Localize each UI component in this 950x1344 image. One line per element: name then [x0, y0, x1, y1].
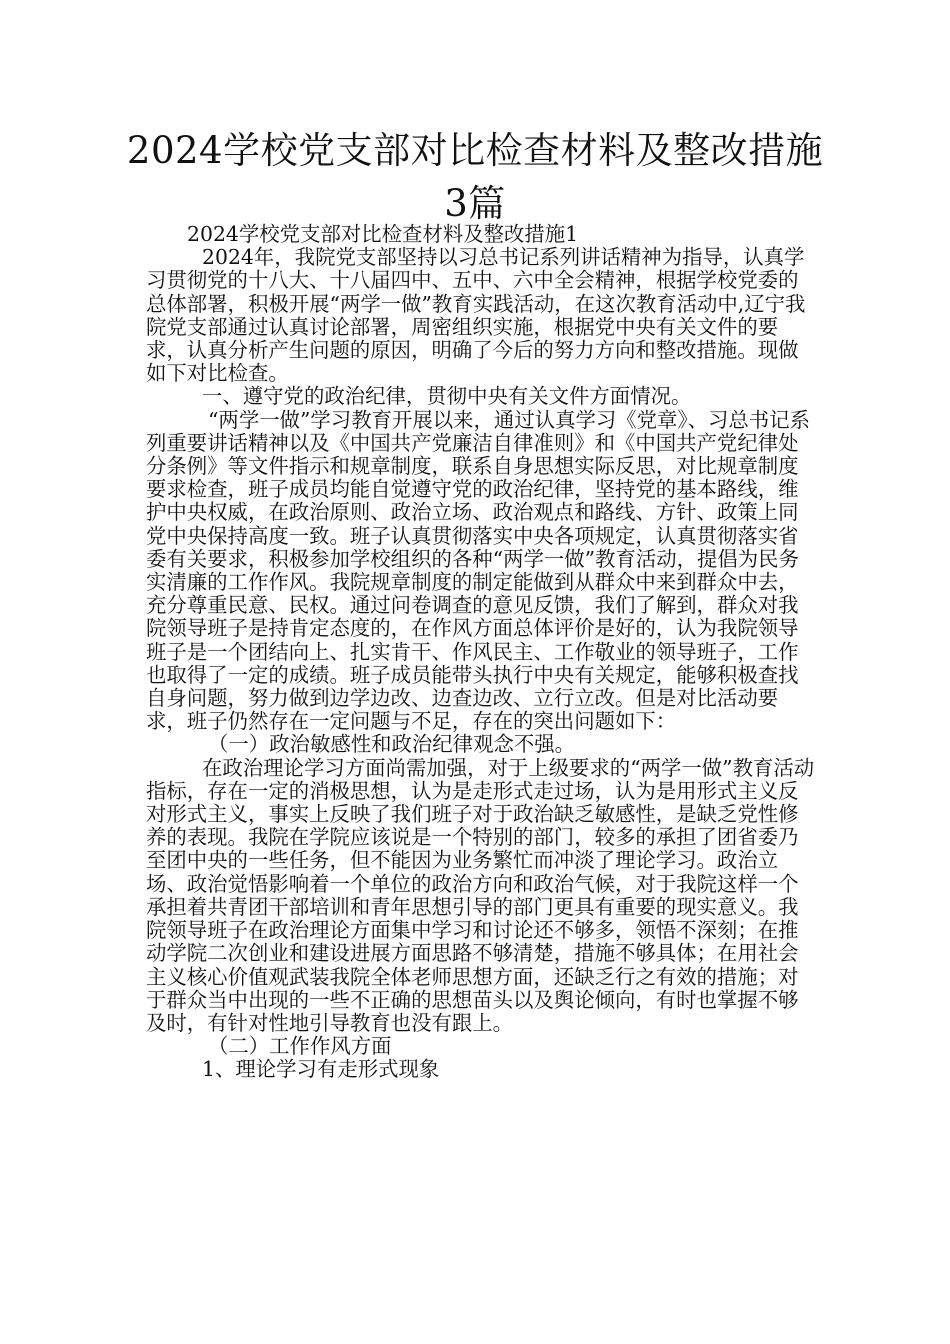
subsection-heading-1: （一）政治敏感性和政治纪律观念不强。 [208, 732, 576, 757]
section-heading-1: 一、遵守党的政治纪律，贯彻中央有关文件方面情况。 [202, 384, 692, 409]
intro-paragraph: 2024年，我院党支部坚持以习总书记系列讲话精神为指导，认真学习贯彻党的十八大、十八届四中、五中、六中全会精神，根据学校党委的总体部署，积极开展“两学一做”教育实践活动，在这次教育活动中,辽宁我院党支部通过认真讨论部署，周密组织实施，根据党中央有关文件的要求，认真分析产生问题的原因，明确了今后的努力方向和整改措施。现做如下对比检查。 [146, 245, 806, 386]
document-title-line-2: 3篇 [444, 182, 506, 225]
subtitle-paragraph: 2024学校党支部对比检查材料及整改措施1 [187, 222, 579, 246]
body-paragraph: 在政治理论学习方面尚需加强，对于上级要求的“两学一做”教育活动指标，存在一定的消极思想，认为是走形式走过场，认为是用形式主义反对形式主义，事实上反映了我们班子对于政治缺乏敏感性，是缺乏党性修养的表现。我院在学院应该说是一个特别的部门，较多的承担了团省委乃至团中央的一些任务，但不能因为业务繁忙而冲淡了理论学习。政治立场、政治觉悟影响着一个单位的政治方向和政治气候，对于我院这样一个承担着共青团干部培训和青年思想引导的部门更具有重要的现实意义。我院领导班子在政治理论方面集中学习和讨论还不够多，领悟不深刻；在推动学院二次创业和建设进展方面思路不够清楚，措施不够具体；在用社会主义核心价值观武装我院全体老师思想方面，还缺乏行之有效的措施；对于群众当中出现的一些不正确的思想苗头以及舆论倾向，有时也掌握不够及时，有针对性地引导教育也没有跟上。 [146, 755, 815, 1035]
list-item-heading: 1、理论学习有走形式现象 [202, 1057, 440, 1082]
subsection-heading-2: （二）工作作风方面 [208, 1034, 392, 1059]
document-body [146, 223, 818, 1082]
body-paragraph: “两学一做”学习教育开展以来，通过认真学习《党章》、习总书记系列重要讲话精神以及《中国共产党廉洁自律准则》和《中国共产党纪律处分条例》等文件指示和规章制度，联系自身思想实际反思，对比规章制度要求检查，班子成员均能自觉遵守党的政治纪律，坚持党的基本路线，维护中央权威，在政治原则、政治立场、政治观点和路线、方针、政策上同党中央保持高度一致。班子认真贯彻落实中央各项规定，认真贯彻落实省委有关要求，积极参加学校组织的各种“两学一做”教育活动，提倡为民务实清廉的工作作风。我院规章制度的制定能做到从群众中来到群众中去，充分尊重民意、民权。通过问卷调查的意见反馈，我们了解到，群众对我院领导班子是持肯定态度的，在作风方面总体评价是好的，认为我院领导班子是一个团结向上、扎实肯干、作风民主、工作敬业的领导班子，工作也取得了一定的成绩。班子成员能带头执行中央有关规定，能够积极查找自身问题，努力做到边学边改、边查边改、立行立改。但是对比活动要求，班子仍然存在一定问题与不足，存在的突出问题如下： [146, 407, 810, 734]
document-title-line-1: 2024学校党支部对比检查材料及整改措施 [126, 129, 824, 172]
